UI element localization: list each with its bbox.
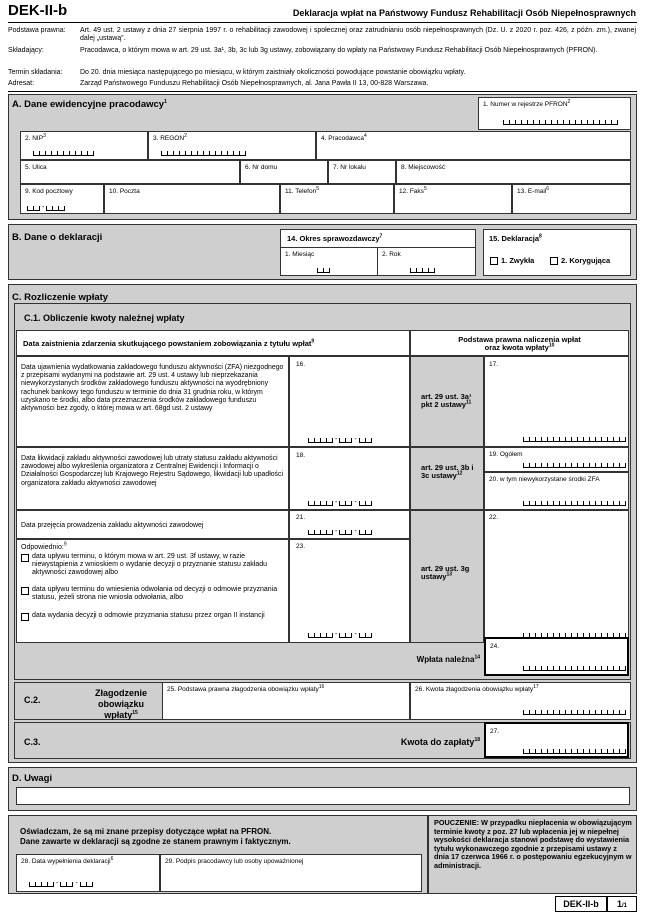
- checkbox-row4-option-1[interactable]: [21, 554, 29, 562]
- field-15-declaration-type: 15. Deklaracja$^8$ 1. Zwykła 2. Korygująca: [483, 229, 631, 276]
- c1-row1-description: Data ujawnienia wydatkowania zakładowego funduszu aktywności (ZFA) niezgodnego z przepisami wydanymi na podstawie art. 29 ust. 4 ustawy lub nieprzekazania niewykorzystanych środków zakładowego funduszu aktywności na wyodrębniony rachunek bankowy tego funduszu w terminie do dnia 31 grudnia roku, w którym uzyskano te środki, albo data przeznaczenia środków zakładowego funduszu aktywności bez zgody, o której mowa w art. 68gd ust. 2 ustawy: [16, 356, 289, 447]
- field-7-apartment-number[interactable]: 7. Nr lokalu: [328, 160, 396, 184]
- c1-row3-description: Data przejęcia prowadzenia zakładu aktywności zawodowej: [16, 510, 289, 539]
- c1-col1-header: Data zaistnienia zdarzenia skutkującego powstaniem zobowiązania z tytułu wpłat$^9$: [16, 330, 410, 356]
- field-20-unused-zfa[interactable]: 20. w tym niewykorzystane środki ZFA: [484, 472, 629, 510]
- header-row-addressee-text: Zarząd Państwowego Funduszu Rehabilitacji Osób Niepełnosprawnych, al. Jana Pawła II 13, 00-828 Warszawa.: [80, 80, 429, 87]
- field-21-date[interactable]: 21. - -: [289, 510, 410, 539]
- field-14-2-year[interactable]: 2. Rok: [378, 247, 475, 276]
- field-26-mitigation-amount[interactable]: 26. Kwota złagodzenia obowiązku wpłaty$^{17}$: [410, 682, 631, 720]
- section-c3-title: Kwota do zapłaty$^{18}$: [400, 737, 480, 747]
- section-c3-code: C.3.: [24, 737, 41, 747]
- header-row-legal-basis-label: Podstawa prawna:: [8, 27, 66, 34]
- field-9-postal-code[interactable]: 9. Kod pocztowy -: [20, 184, 104, 214]
- checkbox-correction[interactable]: [550, 257, 558, 265]
- c1-row4-description: Odpowiednio:$^9$ data upływu terminu, o którym mowa w art. 29 ust. 3f ustawy, w razie niewystąpienia z wnioskiem o wydanie decyzji o przyznanie statusu zakładu aktywności zawodowej albo data upływu terminu do wniesienia odwołania od decyzji o odmowie przyznania statusu, jeżeli strona nie wniosła odwołania, albo data wydania decyzji o odmowie przyznania statusu przez organ II instancji: [16, 539, 289, 643]
- c1-row1-basis: art. 29 ust. 3a¹ pkt 2 ustawy$^{11}$: [410, 356, 484, 447]
- section-c2-title: Złagodzenie obowiązku wpłaty$^{15}$: [94, 688, 147, 720]
- field-3-regon[interactable]: 3. REGON$^2$: [148, 131, 316, 160]
- field-4-employer[interactable]: 4. Pracodawca$^4$: [316, 131, 631, 160]
- field-14-1-month[interactable]: 1. Miesiąc: [281, 247, 378, 276]
- section-a-title: A. Dane ewidencyjne pracodawcy$^1$: [12, 98, 167, 110]
- header-rule: [8, 22, 637, 23]
- c1-row2-basis: art. 29 ust. 3b i 3c ustawy$^{12}$: [410, 447, 484, 510]
- declaration-text-1: Oświadczam, że są mi znane przepisy dotyczące wpłat na PFRON.: [20, 827, 272, 836]
- field-27-amount-to-pay[interactable]: 27.: [484, 722, 629, 758]
- row4-option-1[interactable]: data upływu terminu, o którym mowa w art. 29 ust. 3f ustawy, w razie niewystąpienia z wnioskiem o wydanie decyzji o przyznanie statusu zakładu aktywności zawodowej albo: [21, 553, 283, 578]
- field-11-phone[interactable]: 11. Telefon$^5$: [280, 184, 394, 214]
- option-regular[interactable]: 1. Zwykła: [490, 256, 534, 265]
- checkbox-row4-option-3[interactable]: [21, 613, 29, 621]
- form-title: Deklaracja wpłat na Państwowy Fundusz Rehabilitacji Osób Niepełnosprawnych: [292, 8, 636, 18]
- section-c-title: C. Rozliczenie wpłaty: [12, 292, 109, 303]
- header-row-deadline-text: Do 20. dnia miesiąca następującego po miesiącu, w którym zaistniały okoliczności powodujące powstanie obowiązku wpłaty.: [80, 69, 466, 76]
- field-10-post-office[interactable]: 10. Poczta: [104, 184, 280, 214]
- field-8-city[interactable]: 8. Miejscowość: [396, 160, 631, 184]
- field-12-fax[interactable]: 12. Faks$^5$: [394, 184, 512, 214]
- header-row-deadline-label: Termin składania:: [8, 69, 63, 76]
- header-row-addressee-label: Adresat:: [8, 80, 35, 87]
- field-22-amount[interactable]: 22.: [484, 510, 629, 643]
- section-c2-code: C.2.: [24, 695, 41, 705]
- header-row-legal-basis-text: Art. 49 ust. 2 ustawy z dnia 27 sierpnia 1997 r. o rehabilitacji zawodowej i społecznej oraz zatrudnianiu osób niepełnosprawnych (Dz. U. z 2020 r. poz. 426, z późn. zm.), zwanej dalej „ustawą”.: [80, 27, 636, 43]
- header-rule-bottom: [8, 91, 637, 92]
- field-23-date[interactable]: 23. - -: [289, 539, 410, 643]
- c1-row34-basis: art. 29 ust. 3g ustawy$^{13}$: [410, 510, 484, 643]
- row4-option-3[interactable]: data wydania decyzji o odmowie przyznania statusu przez organ II instancji: [21, 612, 283, 621]
- c1-row2-description: Data likwidacji zakładu aktywności zawodowej lub utraty statusu zakładu aktywności zawodowej albo wykreślenia organizatora z Centralnej Ewidencji i Informacji o Działalności Gospodarczej lub Krajowego Rejestru Sądowego, likwidacji lub upadłości organizatora zakładu aktywności zawodowej: [16, 447, 289, 510]
- declaration-text-2: Dane zawarte w deklaracji są zgodne ze stanem prawnym i faktycznym.: [20, 837, 291, 846]
- field-19-total[interactable]: 19. Ogółem: [484, 447, 629, 472]
- field-16-date[interactable]: 16. - -: [289, 356, 410, 447]
- field-13-email[interactable]: 13. E-mail$^6$: [512, 184, 631, 214]
- field-2-nip[interactable]: 2. NIP$^3$: [20, 131, 148, 160]
- remarks-input[interactable]: [16, 787, 630, 805]
- checkbox-regular[interactable]: [490, 257, 498, 265]
- c1-col2-header: Podstawa prawna naliczenia wpłat oraz kwota wpłaty$^{10}$: [410, 330, 629, 356]
- payment-due-label: Wpłata należna$^{14}$: [416, 654, 480, 664]
- footer-page-number: 1/1: [607, 896, 637, 912]
- field-24-payment-due[interactable]: 24.: [484, 637, 629, 676]
- row4-option-2[interactable]: data upływu terminu do wniesienia odwołania od decyzji o odmowie przyznania statusu, jeżeli strona nie wniosła odwołania, albo: [21, 586, 283, 602]
- header-row-submitter-label: Składający:: [8, 47, 44, 54]
- header-row-submitter-text: Pracodawca, o którym mowa w art. 29 ust. 3a¹, 3b, 3c lub 3g ustawy, zobowiązany do wpłaty na Państwowy Fundusz Rehabilitacji Osób Niepełnosprawnych (PFRON).: [80, 47, 598, 54]
- form-code: DEK-II-b: [8, 2, 68, 19]
- field-29-signature[interactable]: 29. Podpis pracodawcy lub osoby upoważnionej: [160, 854, 422, 892]
- field-28-fill-date[interactable]: 28. Data wypełnienia deklaracji$^6$ - -: [16, 854, 160, 892]
- field-17-amount[interactable]: 17.: [484, 356, 629, 447]
- option-correction[interactable]: 2. Korygująca: [550, 256, 610, 265]
- field-5-street[interactable]: 5. Ulica: [20, 160, 240, 184]
- section-d-title: D. Uwagi: [12, 773, 53, 784]
- field-1-pfron-number[interactable]: 1. Numer w rejestrze PFRON$^2$: [478, 97, 631, 130]
- field-18-date[interactable]: 18. - -: [289, 447, 410, 510]
- checkbox-row4-option-2[interactable]: [21, 587, 29, 595]
- field-25-mitigation-basis[interactable]: 25. Podstawa prawna złagodzenia obowiązku wpłaty$^{16}$: [162, 682, 410, 720]
- footer-form-code: DEK-II-b: [555, 896, 607, 912]
- instruction-notice: POUCZENIE: W przypadku niepłacenia w obowiązującym terminie kwoty z poz. 27 lub wpłacenia jej w niepełnej wysokości deklaracja stanowi podstawę do wystawienia tytułu wykonawczego zgodnie z przepisami ustawy z dnia 17 czerwca 1966 r. o postępowaniu egzekucyjnym w administracji.: [428, 815, 637, 894]
- section-b-title: B. Dane o deklaracji: [12, 232, 103, 243]
- field-6-house-number[interactable]: 6. Nr domu: [240, 160, 328, 184]
- section-c1-title: C.1. Obliczenie kwoty należnej wpłaty: [24, 313, 185, 323]
- field-14-reporting-period: 14. Okres sprawozdawczy$^7$ 1. Miesiąc 2. Rok: [280, 229, 476, 276]
